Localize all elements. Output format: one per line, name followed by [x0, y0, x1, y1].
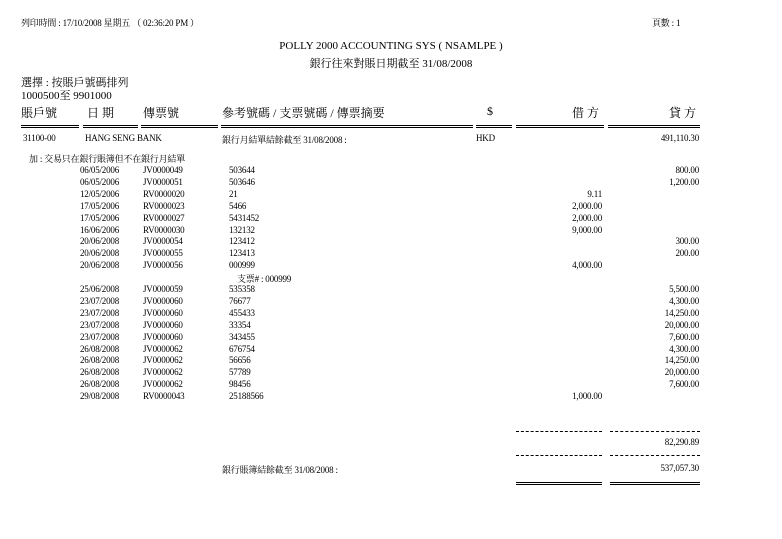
currency-code: HKD [476, 133, 495, 143]
txn-credit: 300.00 [675, 236, 699, 246]
txn-voucher: JV0000062 [143, 355, 183, 365]
subtotal-amount: 82,290.89 [664, 437, 699, 447]
txn-reference: 123412 [229, 236, 255, 246]
col-debit: 借 方 [572, 106, 600, 120]
account-range: 1000500至 9901000 [21, 90, 112, 102]
txn-reference: 5466 [229, 201, 247, 211]
txn-date: 12/05/2006 [80, 189, 120, 199]
final-rule-debit [516, 482, 602, 483]
account-row [0, 133, 782, 145]
col-account: 賬戶號 [21, 106, 58, 120]
txn-reference: 5431452 [229, 213, 260, 223]
txn-reference: 455433 [229, 308, 255, 318]
txn-date: 23/07/2008 [80, 308, 120, 318]
txn-voucher: JV0000060 [143, 320, 183, 330]
txn-reference: 76677 [229, 296, 251, 306]
txn-voucher: RV0000027 [143, 213, 185, 223]
subtotal-rule-credit [610, 431, 700, 432]
txn-credit: 200.00 [675, 248, 699, 258]
txn-voucher: JV0000056 [143, 260, 183, 270]
txn-credit: 4,300.00 [669, 344, 699, 354]
txn-date: 29/08/2008 [80, 391, 120, 401]
table-row [0, 391, 782, 403]
table-row [0, 201, 782, 213]
txn-date: 23/07/2008 [80, 296, 120, 306]
txn-reference: 123413 [229, 248, 255, 258]
txn-date: 20/06/2008 [80, 248, 120, 258]
txn-voucher: JV0000049 [143, 165, 183, 175]
col-reference: 參考號碼 / 支票號碼 / 傳票摘要 [222, 106, 385, 120]
txn-reference: 535358 [229, 284, 255, 294]
txn-date: 17/05/2006 [80, 201, 120, 211]
account-number: 31100-00 [23, 133, 56, 143]
table-row [0, 320, 782, 332]
header-rule [221, 127, 473, 128]
table-row [0, 248, 782, 260]
txn-voucher: JV0000059 [143, 284, 183, 294]
txn-voucher: RV0000020 [143, 189, 185, 199]
header-rule [608, 127, 700, 128]
txn-credit: 20,000.00 [664, 367, 699, 377]
txn-voucher: JV0000062 [143, 367, 183, 377]
txn-date: 25/06/2008 [80, 284, 120, 294]
table-row [0, 189, 782, 201]
txn-date: 06/05/2006 [80, 165, 120, 175]
txn-debit: 2,000.00 [572, 213, 602, 223]
txn-date: 20/06/2008 [80, 260, 120, 270]
col-date: 日 期 [87, 106, 115, 120]
txn-credit: 1,200.00 [669, 177, 699, 187]
txn-reference: 98456 [229, 379, 251, 389]
txn-reference: 343455 [229, 332, 255, 342]
table-row [0, 260, 782, 272]
final-rule-credit [610, 482, 700, 483]
report-title: 銀行往來對賬日期截至 31/08/2008 [309, 58, 473, 70]
header-rule [21, 127, 79, 128]
txn-credit: 800.00 [675, 165, 699, 175]
final-rule-debit [516, 484, 602, 485]
txn-reference: 56656 [229, 355, 251, 365]
subtotal-rule-debit [516, 431, 602, 432]
txn-voucher: JV0000060 [143, 296, 183, 306]
txn-voucher: JV0000054 [143, 236, 183, 246]
txn-date: 17/05/2006 [80, 213, 120, 223]
txn-reference: 676754 [229, 344, 255, 354]
txn-date: 26/08/2008 [80, 379, 120, 389]
txn-credit: 14,250.00 [664, 355, 699, 365]
table-row [0, 213, 782, 225]
statement-balance-label: 銀行月結單結餘截至 31/08/2008 : [222, 135, 347, 145]
table-row [0, 236, 782, 248]
header-rule [141, 125, 218, 126]
txn-voucher: RV0000030 [143, 225, 185, 235]
header-rule [476, 125, 512, 126]
txn-reference: 21 [229, 189, 238, 199]
txn-credit: 14,250.00 [664, 308, 699, 318]
table-row [0, 177, 782, 189]
header-rule [83, 127, 138, 128]
table-row [0, 367, 782, 379]
txn-credit: 20,000.00 [664, 320, 699, 330]
txn-voucher: JV0000055 [143, 248, 183, 258]
txn-credit: 7,600.00 [669, 332, 699, 342]
txn-date: 20/06/2008 [80, 236, 120, 246]
txn-reference: 000999 [229, 260, 255, 270]
total-rule-debit [516, 455, 602, 456]
company-name: POLLY 2000 ACCOUNTING SYS ( NSAMLPE ) [279, 40, 503, 52]
header-rule [21, 125, 79, 126]
bank-name: HANG SENG BANK [85, 133, 162, 143]
header-rule [83, 125, 138, 126]
table-row [0, 165, 782, 177]
section-label: 加 : 交易只在銀行賬簿但不在銀行月結單 [29, 154, 186, 164]
txn-debit: 2,000.00 [572, 201, 602, 211]
header-rule [608, 125, 700, 126]
txn-voucher: JV0000062 [143, 379, 183, 389]
print-time: 列印時間 : 17/10/2008 星期五 （ 02:36:20 PM ） [21, 18, 199, 28]
txn-reference: 57789 [229, 367, 251, 377]
txn-reference: 503646 [229, 177, 255, 187]
col-credit: 貸 方 [669, 106, 697, 120]
txn-date: 23/07/2008 [80, 320, 120, 330]
header-rule [141, 127, 218, 128]
table-row [0, 308, 782, 320]
txn-debit: 4,000.00 [572, 260, 602, 270]
txn-reference: 支票# : 000999 [237, 274, 292, 284]
txn-reference: 132132 [229, 225, 255, 235]
table-row [0, 296, 782, 308]
txn-debit: 9.11 [587, 189, 602, 199]
col-voucher: 傳票號 [143, 106, 180, 120]
header-rule [516, 127, 604, 128]
table-row [0, 272, 782, 284]
txn-date: 26/08/2008 [80, 355, 120, 365]
txn-voucher: JV0000062 [143, 344, 183, 354]
txn-voucher: JV0000060 [143, 308, 183, 318]
txn-date: 26/08/2008 [80, 344, 120, 354]
txn-voucher: RV0000023 [143, 201, 185, 211]
statement-balance-amount: 491,110.30 [660, 133, 699, 143]
book-balance-label: 銀行賬簿結餘截至 31/08/2008 : [222, 465, 338, 475]
txn-date: 23/07/2008 [80, 332, 120, 342]
txn-debit: 9,000.00 [572, 225, 602, 235]
txn-date: 06/05/2006 [80, 177, 120, 187]
header-rule [516, 125, 604, 126]
txn-debit: 1,000.00 [572, 391, 602, 401]
table-row [0, 379, 782, 391]
col-currency: $ [487, 104, 493, 118]
txn-voucher: JV0000051 [143, 177, 183, 187]
page-number: 頁數 : 1 [652, 18, 681, 28]
final-rule-credit [610, 484, 700, 485]
total-rule-credit [610, 455, 700, 456]
txn-reference: 25188566 [229, 391, 264, 401]
book-balance-row [0, 463, 782, 475]
txn-voucher: JV0000060 [143, 332, 183, 342]
txn-date: 16/06/2006 [80, 225, 120, 235]
book-balance-amount: 537,057.30 [660, 463, 699, 473]
txn-credit: 4,300.00 [669, 296, 699, 306]
header-rule [221, 125, 473, 126]
header-rule [476, 127, 512, 128]
txn-date: 26/08/2008 [80, 367, 120, 377]
table-row [0, 332, 782, 344]
txn-voucher: RV0000043 [143, 391, 185, 401]
subtotal-row [0, 437, 782, 449]
txn-credit: 7,600.00 [669, 379, 699, 389]
txn-reference: 33354 [229, 320, 251, 330]
table-row [0, 284, 782, 296]
txn-reference: 503644 [229, 165, 255, 175]
table-row [0, 355, 782, 367]
selection-criteria: 選擇 : 按賬戶號碼排列 [21, 77, 129, 89]
txn-credit: 5,500.00 [669, 284, 699, 294]
